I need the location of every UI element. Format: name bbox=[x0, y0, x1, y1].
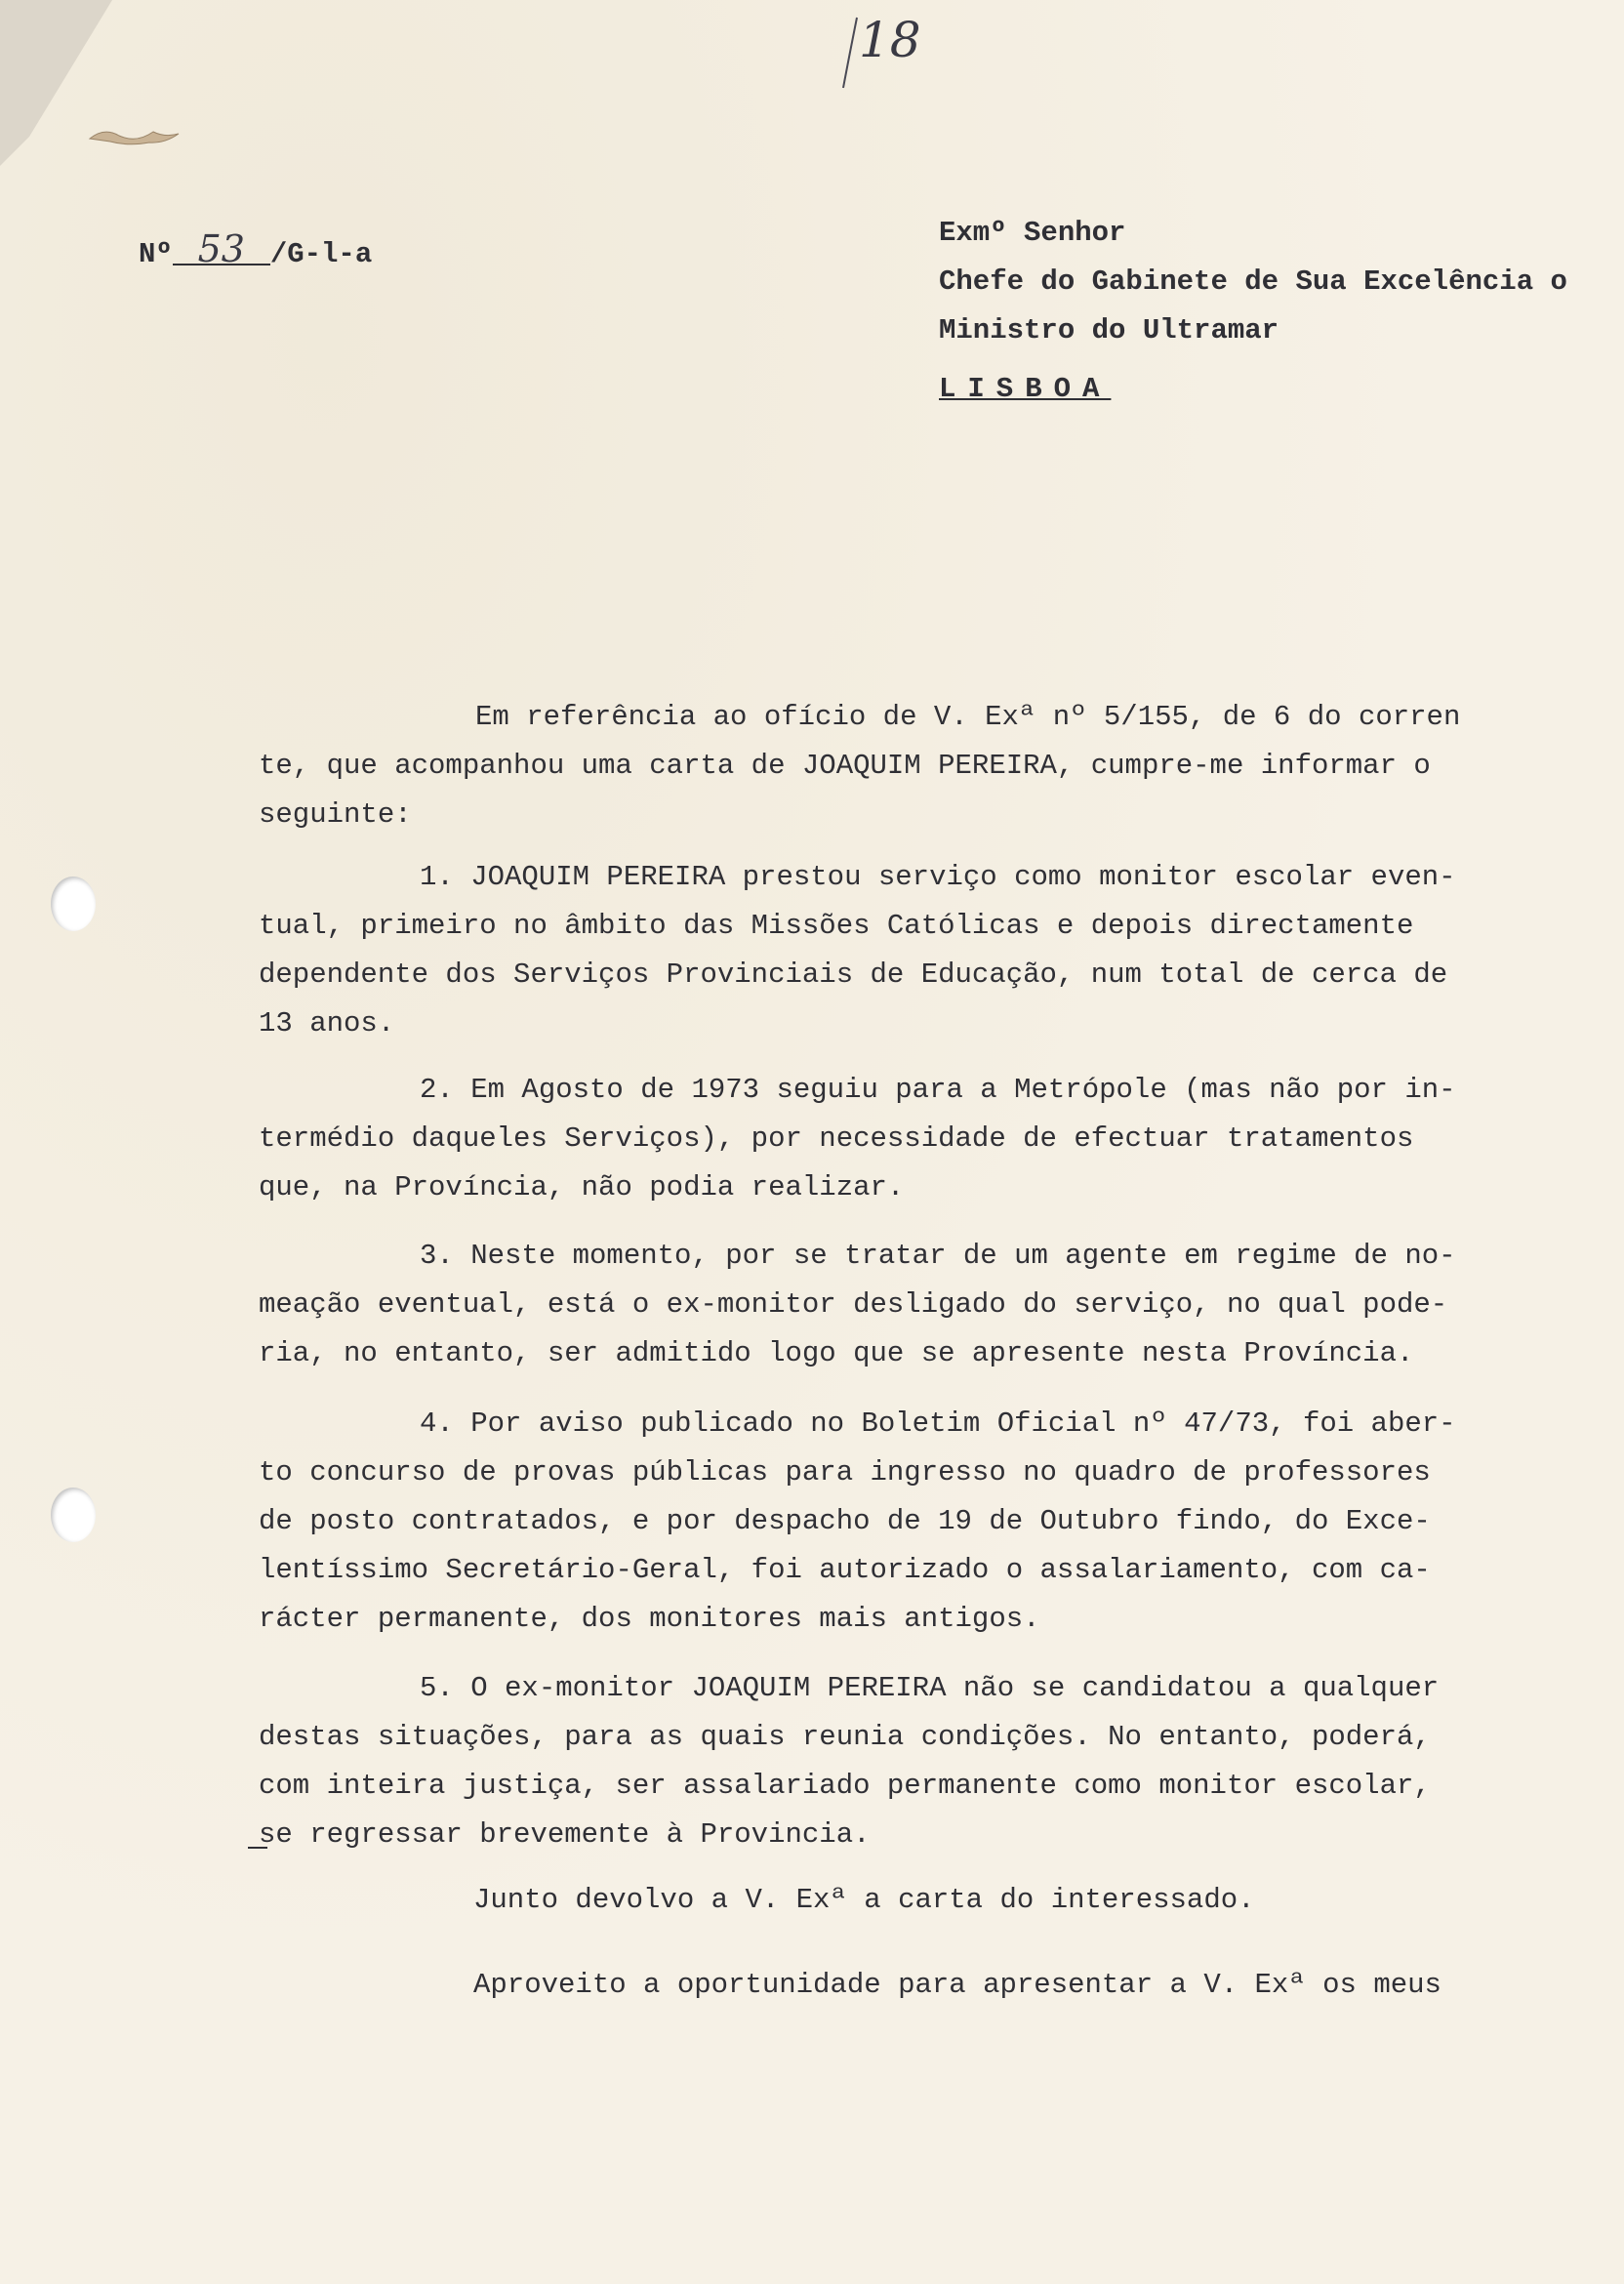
addressee-block bbox=[939, 209, 1567, 414]
intro-paragraph: Em referência ao ofício de V. Exª nº 5/155, de 6 do corren te, que acompanhou uma carta de JOAQUIM PEREIRA, cumpre-me informar o seguinte: bbox=[259, 701, 1461, 831]
item-4-paragraph: 4. Por aviso publicado no Boletim Oficial nº 47/73, foi aber- to concurso de provas públicas para ingresso no quadro de professores de posto contratados, e por despacho de 19 de Outubro findo, do Exce- lentíssimo Secretário-Geral, foi autorizado o assalariamento, com ca- rácter permanente, dos monitores mais antigos. bbox=[259, 1407, 1456, 1635]
page-number-handwritten: 18 bbox=[859, 12, 921, 68]
reference-handwritten-number: 53 bbox=[173, 234, 270, 265]
reference-suffix: /G-l-a bbox=[269, 238, 373, 270]
addressee-line-2: Chefe do Gabinete de Sua Excelência o bbox=[939, 265, 1567, 298]
item-2-paragraph: 2. Em Agosto de 1973 seguiu para a Metrópole (mas não por in- termédio daqueles Serviços), por necessidade de efectuar tratamentos que, na Província, não podia realizar. bbox=[259, 1074, 1456, 1203]
handwritten-stroke bbox=[843, 18, 857, 88]
folded-corner bbox=[0, 0, 112, 166]
paper-scrap-mark bbox=[90, 132, 179, 144]
reference-number bbox=[139, 227, 373, 270]
reference-prefix: Nº bbox=[139, 238, 173, 270]
farewell-paragraph: Aproveito a oportunidade para apresentar a V. Exª os meus bbox=[473, 1969, 1441, 2001]
item-5-paragraph: 5. O ex-monitor JOAQUIM PEREIRA não se candidatou a qualquer destas situações, para as quais reunia condições. No entanto, poderá, com inteira justiça, ser assalariado permanente como monitor escolar, se regressar brevemente à Provincia. bbox=[259, 1672, 1440, 1851]
return-letter-paragraph: Junto devolvo a V. Exª a carta do interessado. bbox=[473, 1884, 1255, 1916]
addressee-line-1: Exmº Senhor bbox=[939, 217, 1126, 249]
addressee-city: LISBOA bbox=[939, 373, 1112, 405]
addressee-line-3: Ministro do Ultramar bbox=[939, 314, 1279, 347]
punch-hole-bottom bbox=[51, 1488, 96, 1542]
punch-hole-top bbox=[51, 877, 96, 931]
item-1-paragraph: 1. JOAQUIM PEREIRA prestou serviço como monitor escolar even- tual, primeiro no âmbito das Missões Católicas e depois directamente dependente dos Serviços Provinciais de Educação, num total de cerca de 13 anos. bbox=[259, 861, 1456, 1040]
item-3-paragraph: 3. Neste momento, por se tratar de um agente em regime de no- meação eventual, está o ex-monitor desligado do serviço, no qual pode- ria, no entanto, ser admitido logo que se apresente nesta Província. bbox=[259, 1240, 1456, 1369]
